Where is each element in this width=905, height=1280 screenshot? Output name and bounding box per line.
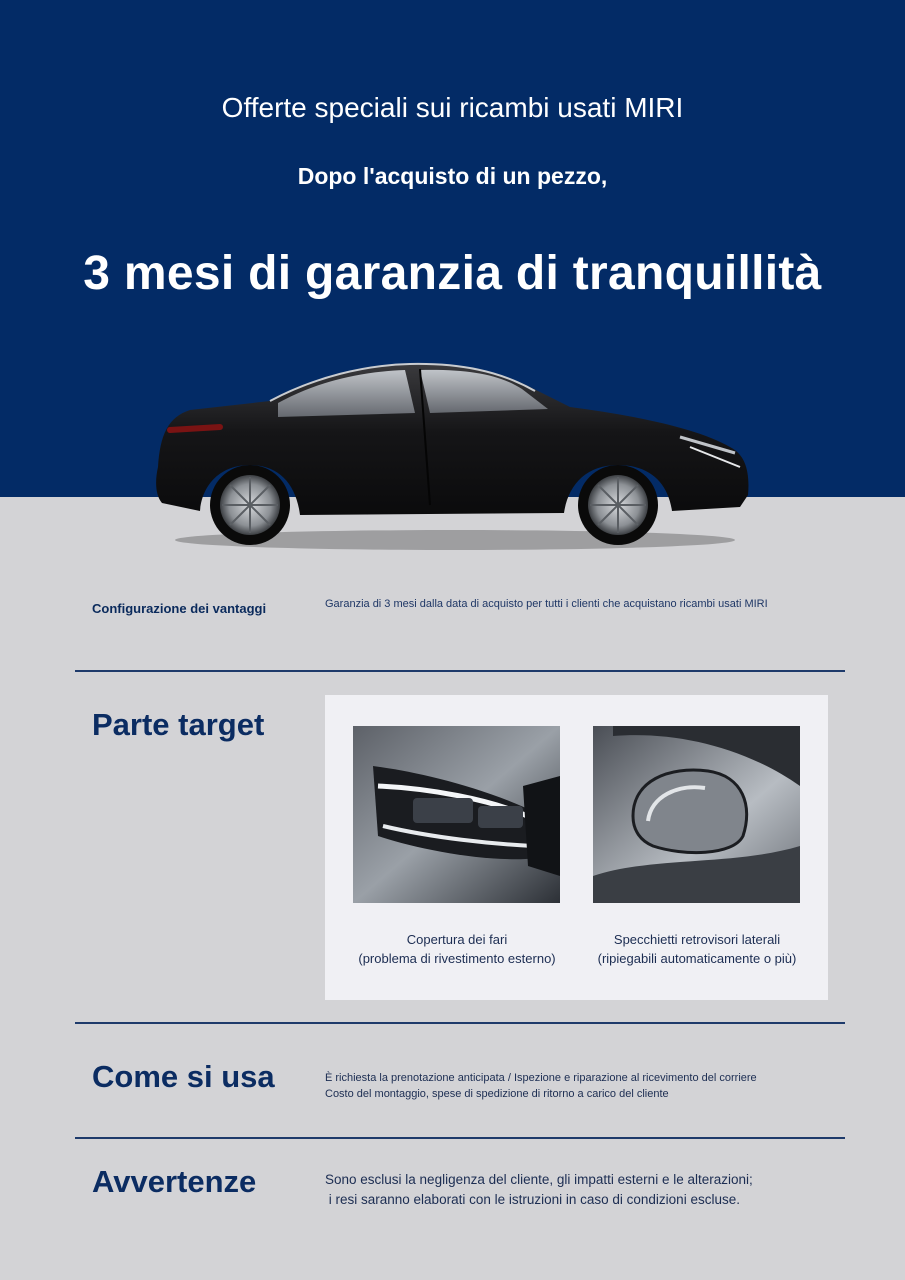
- warnings-heading: Avvertenze: [92, 1164, 257, 1199]
- headlight-caption: [337, 930, 577, 968]
- hero-subtitle: Offerte speciali sui ricambi usati MIRI: [221, 92, 684, 123]
- usage-line1: È richiesta la prenotazione anticipata / Ispezione e riparazione al ricevimento del corriere: [325, 1072, 757, 1084]
- hero-headline: 3 mesi di garanzia di tranquillità: [83, 247, 822, 300]
- usage-heading: Come si usa: [92, 1059, 275, 1094]
- headlight-icon: [353, 726, 560, 903]
- headlight-caption-line2: (problema di rivestimento esterno): [358, 951, 556, 966]
- warnings-line1: Sono esclusi la negligenza del cliente, gli impatti esterni e le alterazioni;: [325, 1172, 753, 1187]
- side-mirror-icon: [593, 726, 800, 903]
- divider: [75, 1137, 845, 1139]
- mirror-caption: [577, 930, 817, 968]
- warnings-text: [325, 1170, 753, 1210]
- divider: [75, 1022, 845, 1024]
- mirror-caption-line1: Specchietti retrovisori laterali: [613, 932, 781, 947]
- warnings-line2: i resi saranno elaborati con le istruzioni in caso di condizioni escluse.: [325, 1192, 740, 1207]
- headlight-photo: [353, 726, 560, 903]
- hero-lead: Dopo l'acquisto di un pezzo,: [297, 163, 608, 189]
- car-image: [150, 355, 760, 555]
- usage-line2: Costo del montaggio, spese di spedizione di ritorno a carico del cliente: [325, 1088, 669, 1100]
- mirror-photo: [593, 726, 800, 903]
- headlight-caption-line1: Copertura dei fari: [406, 932, 508, 947]
- mirror-caption-line2: (ripiegabili automaticamente o più): [597, 951, 797, 966]
- divider: [75, 670, 845, 672]
- target-heading: Parte target: [92, 707, 265, 742]
- benefits-text: Garanzia di 3 mesi dalla data di acquisto per tutti i clienti che acquistano ricambi usati MIRI: [325, 598, 768, 610]
- target-card: [325, 695, 828, 1000]
- usage-text: [325, 1070, 757, 1102]
- benefits-label: Configurazione dei vantaggi: [92, 601, 267, 616]
